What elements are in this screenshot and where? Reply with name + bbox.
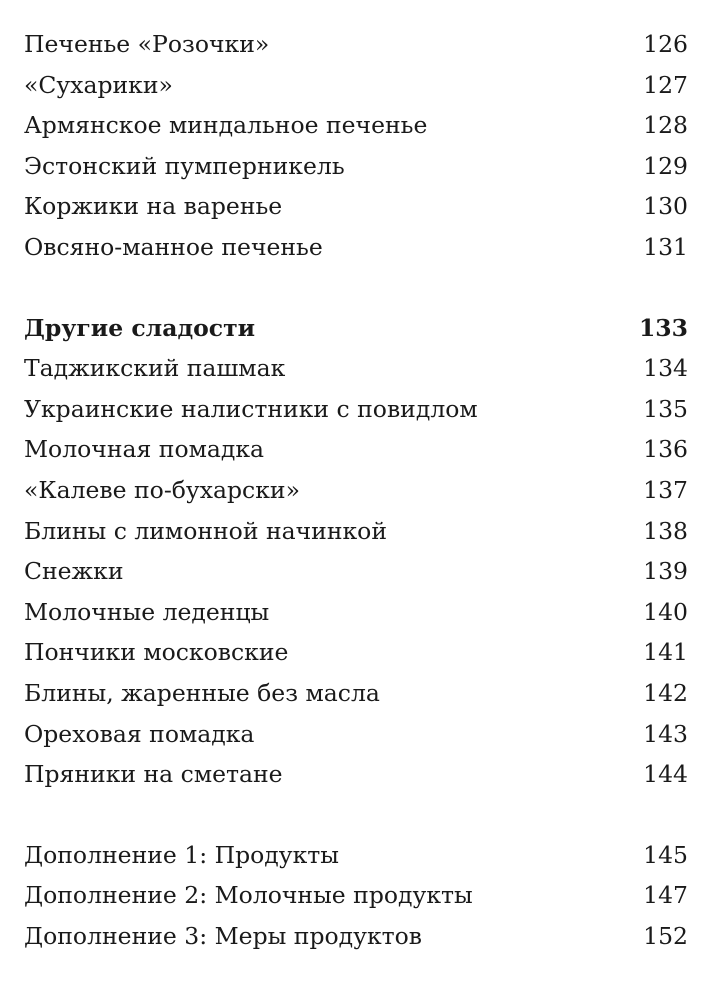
toc-entry-title: «Калеве по-бухарски» [24,475,300,504]
toc-entry-page: 145 [643,840,688,869]
toc-entry[interactable] [24,389,688,430]
toc-entry-title: Печенье «Розочки» [24,30,270,58]
toc-entry-title: Пряники на сметане [24,760,283,789]
toc-entry-title: Молочная помадка [24,435,265,464]
toc-entry-page: 127 [643,70,688,99]
toc-entry-title: Дополнение 2: Молочные продукты [24,881,473,910]
toc-entry-page: 134 [643,354,688,383]
toc-entry-page: 143 [643,719,688,748]
toc-entry[interactable] [24,24,688,65]
toc-entry[interactable] [24,511,688,552]
toc-entry[interactable] [24,916,688,957]
toc-entry-title: Ореховая помадка [24,719,255,748]
toc-entry-page: 128 [643,111,688,140]
toc-group-other-sweets [24,308,688,795]
toc-entry[interactable] [24,673,688,714]
toc-group-cookies [24,24,688,268]
toc-entry-page: 131 [643,232,688,261]
toc-entry-page: 152 [643,921,688,950]
table-of-contents [24,24,688,956]
toc-entry-page: 137 [643,475,688,504]
toc-entry-page: 141 [643,638,688,667]
toc-entry-page: 142 [643,678,688,707]
toc-entry[interactable] [24,470,688,511]
toc-entry-page: 139 [643,557,688,586]
toc-entry-page: 136 [643,435,688,464]
toc-entry-page: 126 [643,30,688,58]
toc-entry-title: Дополнение 1: Продукты [24,840,339,869]
toc-entry-title: Дополнение 3: Меры продуктов [24,921,423,950]
toc-entry-title: Блины, жаренные без масла [24,678,380,707]
toc-entry-title: Украинские налистники с повидлом [24,394,478,423]
toc-section-title: Другие сладости [24,313,256,342]
toc-group-appendices [24,835,688,957]
toc-entry-page: 144 [643,760,688,789]
toc-entry[interactable] [24,875,688,916]
toc-section-heading[interactable] [24,308,688,349]
toc-entry[interactable] [24,146,688,187]
toc-entry-title: Армянское миндальное печенье [24,111,428,140]
toc-entry-page: 135 [643,394,688,423]
toc-entry-page: 129 [643,151,688,180]
toc-entry[interactable] [24,835,688,876]
toc-entry-title: Овсяно-манное печенье [24,232,323,261]
toc-entry[interactable] [24,754,688,795]
toc-entry[interactable] [24,105,688,146]
toc-entry-title: Таджикский пашмак [24,354,286,383]
toc-entry-title: Блины с лимонной начинкой [24,516,387,545]
toc-entry-page: 138 [643,516,688,545]
toc-entry-title: Пончики московские [24,638,289,667]
toc-entry[interactable] [24,227,688,268]
toc-entry[interactable] [24,632,688,673]
toc-entry[interactable] [24,592,688,633]
toc-entry-title: Молочные леденцы [24,597,270,626]
toc-entry[interactable] [24,65,688,106]
toc-entry-page: 140 [643,597,688,626]
toc-entry[interactable] [24,429,688,470]
toc-section-page: 133 [638,313,688,342]
toc-entry-page: 130 [643,192,688,221]
toc-entry-title: Эстонский пумперникель [24,151,345,180]
toc-entry-title: «Сухарики» [24,70,173,99]
toc-entry[interactable] [24,714,688,755]
toc-entry-page: 147 [643,881,688,910]
toc-entry[interactable] [24,348,688,389]
toc-entry-title: Снежки [24,557,124,586]
toc-entry[interactable] [24,551,688,592]
toc-entry[interactable] [24,186,688,227]
toc-entry-title: Коржики на варенье [24,192,283,221]
